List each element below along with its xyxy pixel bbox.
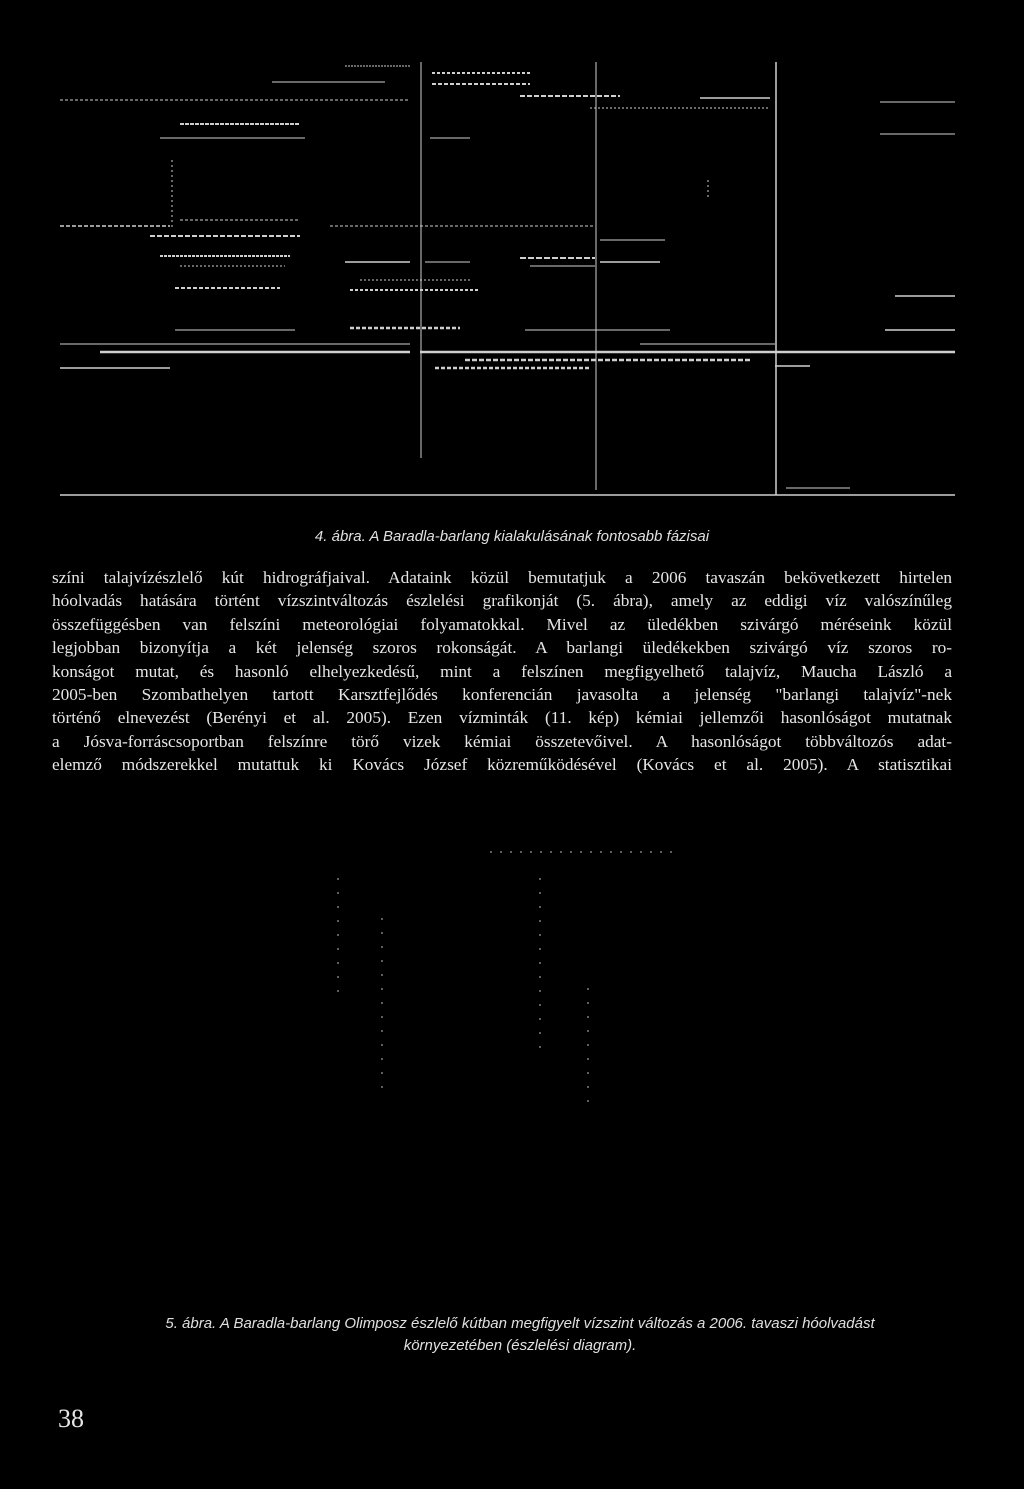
- figure-4-caption: 4. ábra. A Baradla-barlang kialakulásának fontosabb fázisai: [314, 528, 710, 545]
- figure-4-phase-lines: [0, 0, 1024, 520]
- page-number: 38: [58, 1404, 84, 1433]
- figure-5-diagram: [0, 820, 1024, 1120]
- body-paragraph: [52, 566, 952, 777]
- body-line: történő elnevezést (Berényi et al. 2005). Ezen vízminták (11. kép) kémiai jellemzői hasonlóságot mutatnak: [52, 708, 952, 728]
- figure-5-caption-line-1: 5. ábra. A Baradla-barlang Olimposz észlelő kútban megfigyelt vízszint változás a 2006. tavaszi hóolvadást: [165, 1315, 875, 1332]
- body-line: összefüggésben van felszíni meteorológiai folyamatokkal. Mivel az üledékben szivárgó méréseink közül: [52, 614, 952, 634]
- body-line: konságot mutat, és hasonló elhelyezkedésű, mint a felszínen megfigyelhető talajvíz, Maucha László a: [52, 661, 952, 681]
- body-line: hóolvadás hatására történt vízszintváltozás észlelési grafikonját (5. ábra), amely az eddigi víz valószínűleg: [52, 591, 952, 611]
- body-line: legjobban bizonyítja a két jelenség szoros rokonságát. A barlangi üledékekben szivárgó víz szoros ro-: [52, 638, 952, 658]
- body-line: 2005-ben Szombathelyen tartott Karsztfejlődés konferencián javasolta a jelenség "barlangi talajvíz"-nek: [52, 685, 952, 705]
- body-line: színi talajvízészlelő kút hidrográfjaival. Adataink közül bemutatjuk a 2006 tavaszán bekövetkezett hirtelen: [52, 568, 952, 587]
- figure-5-caption-line-2: környezetében (észlelési diagram).: [403, 1337, 637, 1354]
- figure-5-caption: [90, 1313, 950, 1357]
- body-line: elemző módszerekkel mutattuk ki Kovács József közreműködésével (Kovács et al. 2005). A statisztikai: [52, 755, 952, 775]
- body-line: a Jósva-forráscsoportban felszínre törő vizek kémiai összetevőivel. A hasonlóságot többváltozós adat-: [52, 731, 952, 751]
